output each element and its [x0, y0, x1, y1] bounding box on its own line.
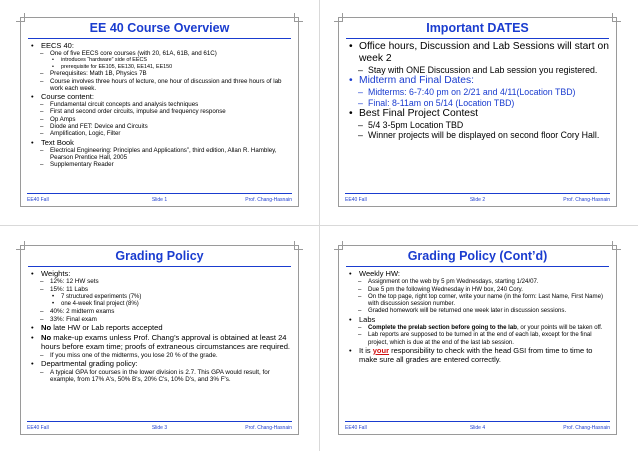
- title-rule: [28, 266, 291, 267]
- footer-slide-number: Slide 3: [151, 425, 168, 431]
- bullet-item: – 33%: Final exam: [40, 315, 97, 323]
- slide-4: [338, 245, 617, 435]
- bullet-item: • Labs: [349, 314, 376, 324]
- slide-footer: [345, 195, 610, 203]
- footer-author: Prof. Chang-Hasnain: [245, 197, 292, 203]
- slide-content: [31, 269, 292, 384]
- bullet-item: • Best Final Project Contest: [349, 107, 479, 119]
- bullet-item: • No late HW or Lab reports accepted: [31, 323, 163, 333]
- footer-course: EE40 Fall: [345, 197, 367, 203]
- bullet-item: • introduces “hardware” side of EECS: [52, 57, 147, 64]
- slide-content: [31, 41, 292, 169]
- slide-footer: [27, 195, 292, 203]
- title-rule: [346, 266, 609, 267]
- bullet-item: – Supplementary Reader: [40, 161, 114, 169]
- bullet-item: – Lab reports are supposed to be turned in at the end of each lab, except for the final project, which is due at the end of the last lab session.: [358, 331, 592, 346]
- slide-footer: [27, 423, 292, 431]
- bullet-item: • Midterm and Final Dates:: [349, 75, 475, 87]
- slide-content: [349, 41, 610, 140]
- bullet-item: – Stay with ONE Discussion and Lab session you registered.: [358, 65, 598, 75]
- footer-course: EE40 Fall: [345, 425, 367, 431]
- bullet-item: – 15%: 11 Labs: [40, 286, 89, 293]
- footer-rule: [27, 193, 292, 194]
- bullet-item: • Departmental grading policy:: [31, 359, 138, 369]
- bullet-item: • No make-up exams unless Prof. Chang’s approval is obtained at least 24 hours before exam time; proofs of extraneous circumstances are required.: [31, 332, 291, 352]
- footer-author: Prof. Chang-Hasnain: [245, 425, 292, 431]
- slide-2: [338, 17, 617, 207]
- footer-rule: [345, 421, 610, 422]
- slide-title: Grading Policy: [115, 249, 204, 263]
- bullet-item: – 12%: 12 HW sets: [40, 278, 99, 286]
- bullet-item: • prerequisite for EE105, EE130, EE141, EE150: [52, 63, 173, 70]
- bullet-item: – Final: 8-11am on 5/14 (Location TBD): [358, 97, 515, 108]
- footer-slide-number: Slide 1: [151, 197, 168, 203]
- bullet-item: – Fundamental circuit concepts and analysis techniques: [40, 101, 199, 109]
- bullet-item: – One of five EECS core courses (with 20, 61A, 61B, and 61C): [40, 50, 217, 57]
- bullet-item: – Graded homework will be returned one week later in discussion sessions.: [358, 307, 567, 315]
- footer-course: EE40 Fall: [27, 425, 49, 431]
- bullet-item: – A typical GPA for courses in the lower division is 2.7. This GPA would result, for example, from 17% A's, 50% B's, 20% C's, 10% D's, and 3% F's.: [40, 368, 270, 384]
- bullet-item: – Diode and FET: Device and Circuits: [40, 123, 148, 131]
- slide-3: [20, 245, 299, 435]
- slide-1: [20, 17, 299, 207]
- bullet-item: • Course content:: [31, 92, 94, 102]
- bullet-item: – On the top page, right top corner, write your name (in the form: Last Name, First Name) with discussion session number.: [358, 292, 604, 308]
- bullet-item: – Course involves three hours of lecture, one hour of discussion and three hours of lab work each week.: [40, 77, 282, 92]
- bullet-item: – Assignment on the web by 5 pm Wednesdays, starting 1/24/07.: [358, 278, 539, 286]
- bullet-item: • Office hours, Discussion and Lab Sessions will start on week 2: [349, 41, 609, 64]
- bullet-item: – 40%: 2 midterm exams: [40, 308, 115, 316]
- footer-author: Prof. Chang-Hasnain: [563, 425, 610, 431]
- title-rule: [28, 38, 291, 39]
- page-divider-horizontal: [0, 225, 638, 226]
- footer-rule: [27, 421, 292, 422]
- footer-course: EE40 Fall: [27, 197, 49, 203]
- slide-footer: [345, 423, 610, 431]
- bullet-item: – Op Amps: [40, 115, 76, 123]
- bullet-item: – Complete the prelab section before going to the lab, or your points will be taken off.: [358, 324, 603, 332]
- bullet-item: – First and second order circuits, impulse and frequency response: [40, 108, 226, 116]
- footer-author: Prof. Chang-Hasnain: [563, 197, 610, 203]
- bullet-item: – Midterms: 6-7:40 pm on 2/21 and 4/11(Location TBD): [358, 87, 576, 98]
- bullet-item: – Amplification, Logic, Filter: [40, 130, 121, 138]
- bullet-item: – Prerequisites: Math 1B, Physics 7B: [40, 70, 147, 78]
- title-rule: [346, 38, 609, 39]
- bullet-item: • Weights:: [31, 269, 71, 278]
- bullet-item: • 7 structured experiments (7%): [52, 293, 142, 300]
- footer-slide-number: Slide 2: [469, 197, 486, 203]
- bullet-item: • It is your responsibility to check with the head GSI from time to time to make sure all grades are entered correctly.: [349, 345, 593, 365]
- footer-rule: [345, 193, 610, 194]
- bullet-item: – Winner projects will be displayed on second floor Cory Hall.: [358, 130, 600, 141]
- footer-slide-number: Slide 4: [469, 425, 486, 431]
- bullet-item: • Text Book: [31, 137, 74, 147]
- bullet-item: – 5/4 3-5pm Location TBD: [358, 119, 464, 130]
- bullet-item: • Weekly HW:: [349, 269, 400, 278]
- bullet-item: – If you miss one of the midterms, you lose 20 % of the grade.: [40, 351, 218, 359]
- slide-title: Important DATES: [426, 21, 529, 35]
- bullet-item: • one 4-week final project (8%): [52, 300, 139, 307]
- slide-content: [349, 269, 610, 365]
- emphasis-your: your: [372, 345, 390, 355]
- bullet-item: – Due 5 pm the following Wednesday in HW box, 240 Cory.: [358, 285, 523, 293]
- bullet-item: – Electrical Engineering: Principles and Applications”, third edition, Allan R. Hambley, Pearson Prentice Hall, 2005: [40, 146, 277, 161]
- slide-title: Grading Policy (Cont’d): [407, 249, 548, 263]
- slide-title: EE 40 Course Overview: [89, 21, 230, 35]
- bullet-item: • EECS 40:: [31, 41, 74, 50]
